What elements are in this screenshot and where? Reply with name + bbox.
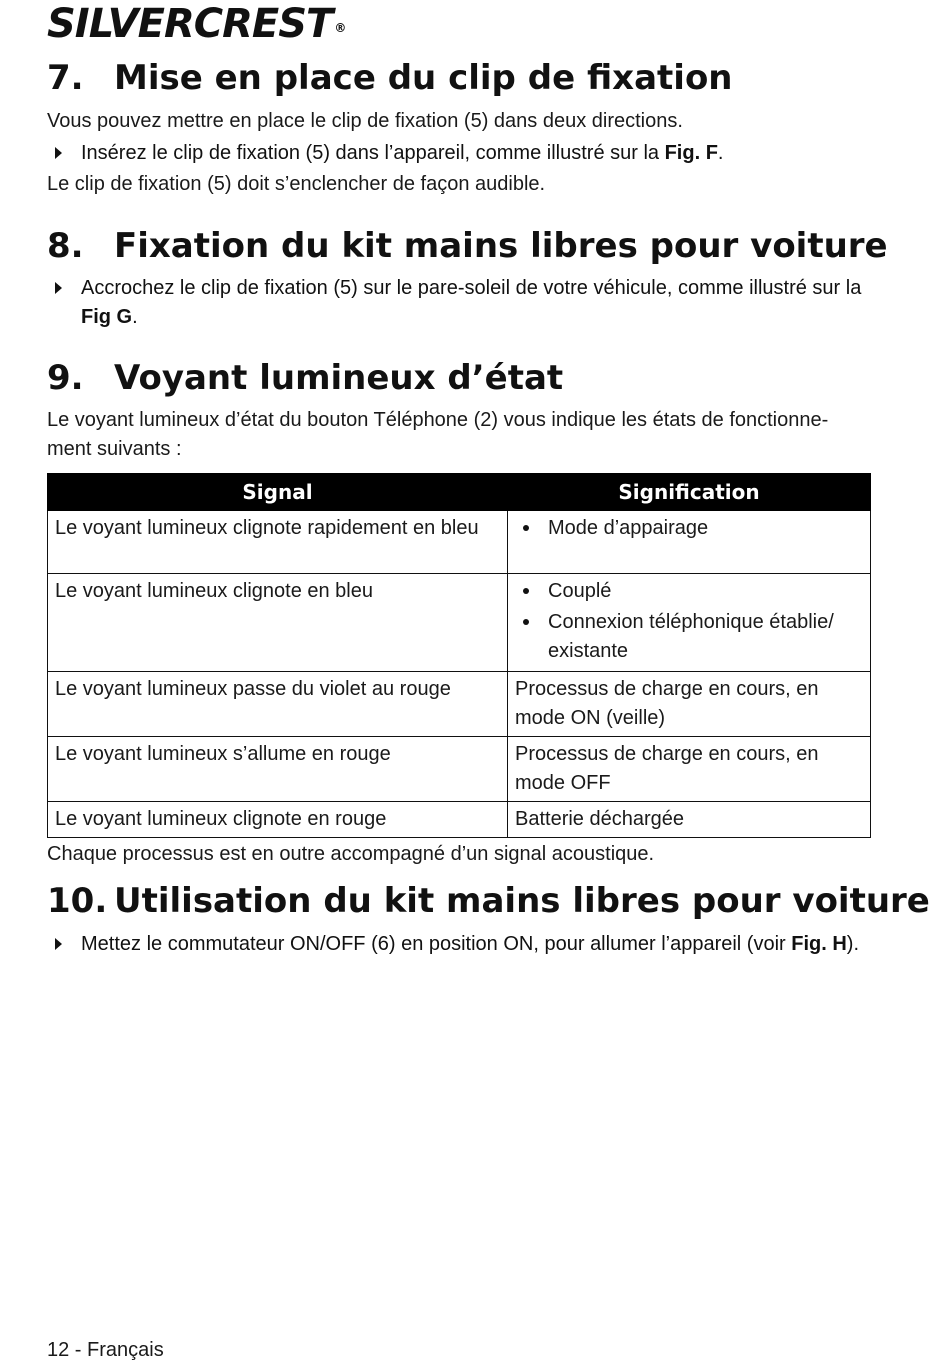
table-row xyxy=(48,511,871,574)
arrow-bullet-icon xyxy=(55,938,62,950)
logo-part2: CREST xyxy=(193,1,333,47)
header-signal: Signal xyxy=(48,474,508,511)
signal-cell: Le voyant lumineux passe du violet au rouge xyxy=(48,672,508,737)
signal-cell: Le voyant lumineux s’allume en rouge xyxy=(48,737,508,802)
silvercrest-logo xyxy=(47,2,345,46)
section-7-step: Insérez le clip de fixation (5) dans l’appareil, comme illustré sur la Fig. F. xyxy=(47,139,867,168)
section-9-heading xyxy=(47,358,563,398)
registered-mark: ® xyxy=(334,21,346,35)
signal-cell: Le voyant lumineux clignote en rouge xyxy=(48,802,508,838)
section-8-step: Accrochez le clip de fixation (5) sur le pare-soleil de votre véhicule, comme illustré sur la Fig G. xyxy=(47,274,867,332)
header-signification: Signification xyxy=(508,474,871,511)
section-7-heading xyxy=(47,58,733,98)
figure-reference: Fig G xyxy=(81,306,133,328)
section-title: Mise en place du clip de fixation xyxy=(114,58,733,98)
signal-cell: Le voyant lumineux clignote en bleu xyxy=(48,574,508,672)
figure-reference: Fig. H xyxy=(791,933,847,955)
section-9-note: Chaque processus est en outre accompagné d’un signal acoustique. xyxy=(47,843,655,865)
meaning-cell xyxy=(508,511,871,574)
list-item: Connexion téléphonique établie/ existante xyxy=(515,608,863,666)
section-9-intro: Le voyant lumineux d’état du bouton Téléphone (2) vous indique les états de fonctionne-ment suivants : xyxy=(47,409,829,460)
section-7-intro: Vous pouvez mettre en place le clip de fixation (5) dans deux directions. xyxy=(47,110,683,132)
logo-part1: SILVER xyxy=(47,1,194,47)
table-row xyxy=(48,672,871,737)
section-title: Utilisation du kit mains libres pour voiture xyxy=(114,881,930,921)
table-row xyxy=(48,574,871,672)
status-led-table xyxy=(47,473,871,838)
section-10-step: Mettez le commutateur ON/OFF (6) en position ON, pour allumer l’appareil (voir Fig. H). xyxy=(47,930,867,959)
arrow-bullet-icon xyxy=(55,282,62,294)
section-8-heading xyxy=(47,226,888,266)
meaning-cell: Processus de charge en cours, en mode ON (veille) xyxy=(508,672,871,737)
section-number: 7. xyxy=(47,58,84,98)
meaning-cell xyxy=(508,574,871,672)
section-number: 9. xyxy=(47,358,84,398)
figure-reference: Fig. F xyxy=(664,142,718,164)
list-item: Mode d’appairage xyxy=(515,514,863,543)
table-row xyxy=(48,737,871,802)
page-footer: 12 - Français xyxy=(47,1339,164,1361)
list-item: Couplé xyxy=(515,577,863,606)
section-number: 10. xyxy=(47,881,108,921)
meaning-cell: Processus de charge en cours, en mode OFF xyxy=(508,737,871,802)
section-7-note: Le clip de fixation (5) doit s’enclencher de façon audible. xyxy=(47,173,546,195)
section-number: 8. xyxy=(47,226,84,266)
section-title: Voyant lumineux d’état xyxy=(114,358,564,398)
table-header-row xyxy=(48,474,871,511)
meaning-cell: Batterie déchargée xyxy=(508,802,871,838)
section-title: Fixation du kit mains libres pour voiture xyxy=(114,226,888,266)
signal-cell: Le voyant lumineux clignote rapidement en bleu xyxy=(48,511,508,574)
table-row xyxy=(48,802,871,838)
arrow-bullet-icon xyxy=(55,147,62,159)
section-10-heading xyxy=(47,881,930,921)
